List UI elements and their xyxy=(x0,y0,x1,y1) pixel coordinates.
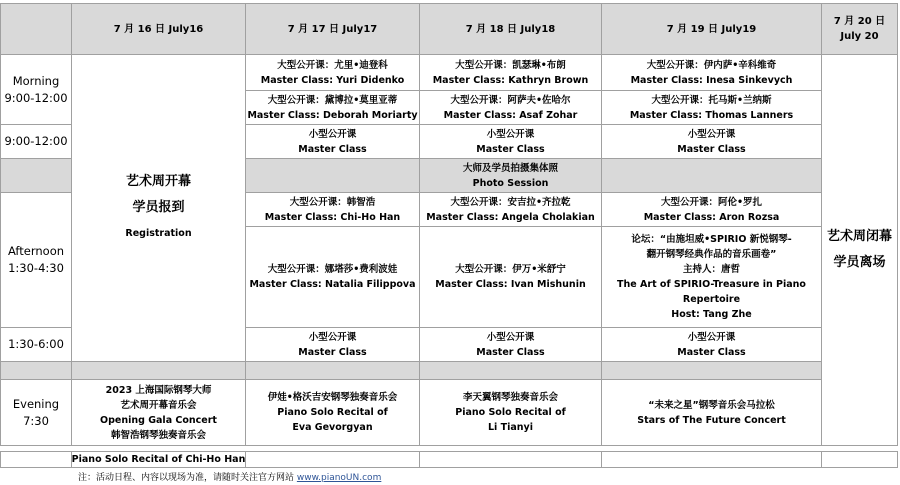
july16-registration-cn: 学员报到 xyxy=(132,200,185,215)
july19-forum-line5: Repertoire xyxy=(682,294,741,305)
time-morning-range: 9:00-12:00 xyxy=(4,90,68,105)
july18-m3-en: Master Class xyxy=(476,143,545,155)
july18-a2-cn: 大型公开课：伊万•米舒宁 xyxy=(455,264,566,275)
header-july20-en: July 20 xyxy=(840,31,879,42)
time-afternoon-range: 1:30-4:30 xyxy=(8,261,64,275)
july16-concert-line2: 艺术周开幕音乐会 xyxy=(120,399,197,411)
header-july16-label: 7 月 16 日 July16 xyxy=(113,23,204,35)
july18-concert-line3: Li Tianyi xyxy=(488,422,533,433)
july18-morning-class-1 xyxy=(419,54,602,91)
july16-concert-line1: 2023 上海国际钢琴大师 xyxy=(105,384,212,396)
july17-a3-cn: 小型公开课 xyxy=(308,331,357,343)
footnote xyxy=(78,470,381,483)
july17-break xyxy=(245,361,420,380)
july19-m2-en: Master Class: Thomas Lanners xyxy=(629,109,794,121)
time-afternoon-label: Afternoon xyxy=(7,244,65,258)
july19-a3-en: Master Class xyxy=(677,346,746,358)
july20-closing-cell xyxy=(821,54,898,446)
july20-footer-blank xyxy=(821,451,898,468)
july17-afternoon-class-2 xyxy=(245,226,420,328)
time-evening-range: 7:30 xyxy=(23,413,49,428)
july19-forum-line4: The Art of SPIRIO-Treasure in Piano xyxy=(617,279,806,290)
july17-m2-en: Master Class: Deborah Moriarty xyxy=(247,109,418,121)
july19-morning-class-2 xyxy=(601,90,822,125)
july19-afternoon-class-3 xyxy=(601,327,822,362)
photo-session-cell xyxy=(419,158,602,193)
july19-m3-cn: 小型公开课 xyxy=(687,128,736,140)
july18-break xyxy=(419,361,602,380)
time-afternoon xyxy=(0,192,72,328)
july17-afternoon-class-3 xyxy=(245,327,420,362)
july20-closing-title: 艺术周闭幕 xyxy=(826,229,892,244)
time-morning xyxy=(0,54,72,125)
july18-m2-cn: 大型公开课：阿萨夫•佐哈尔 xyxy=(450,94,571,106)
time-afternoon-2-range: 1:30-6:00 xyxy=(8,337,64,351)
july18-afternoon-class-2 xyxy=(419,226,602,328)
july19-concert-line2: Stars of The Future Concert xyxy=(637,414,786,426)
july18-afternoon-class-3 xyxy=(419,327,602,362)
july19-morning-class-3 xyxy=(601,124,822,159)
july18-afternoon-class-1 xyxy=(419,192,602,227)
july17-a2-en: Master Class: Natalia Filippova xyxy=(249,279,416,290)
header-july17-label: 7 月 17 日 July17 xyxy=(287,23,378,35)
july16-concert-footer xyxy=(71,451,246,468)
corner-header-cell xyxy=(0,3,72,55)
july16-opening-title: 艺术周开幕 xyxy=(125,174,191,189)
header-july20 xyxy=(821,3,898,55)
july19-break xyxy=(601,361,822,380)
july17-m1-en: Master Class: Yuri Didenko xyxy=(260,74,405,86)
footnote-text: 注：活动日程、内容以现场为准，请随时关注官方网站 xyxy=(78,473,297,483)
header-july17 xyxy=(245,3,420,55)
header-july20-cn: 7 月 20 日 xyxy=(833,16,886,27)
july19-m2-cn: 大型公开课：托马斯•兰纳斯 xyxy=(651,94,772,106)
july18-m1-cn: 大型公开课：凯瑟琳•布朗 xyxy=(455,59,566,71)
july19-a1-en: Master Class: Aron Rozsa xyxy=(643,211,780,223)
july16-opening-cell xyxy=(71,54,246,362)
july18-morning-class-3 xyxy=(419,124,602,159)
photo-session-en: Photo Session xyxy=(472,177,549,189)
july18-m3-cn: 小型公开课 xyxy=(486,128,535,140)
july18-a1-en: Master Class: Angela Cholakian xyxy=(426,211,595,223)
july18-a3-en: Master Class xyxy=(476,346,545,358)
time-footer-blank xyxy=(0,451,72,468)
july16-concert-line4: 韩智浩钢琴独奏音乐会 xyxy=(110,429,206,441)
july16-evening-concert xyxy=(71,379,246,446)
july17-concert-line1: 伊娃•格沃吉安钢琴独奏音乐会 xyxy=(267,392,398,403)
july20-departure: 学员离场 xyxy=(833,255,886,270)
july17-photo-blank xyxy=(245,158,420,193)
july17-concert-line3: Eva Gevorgyan xyxy=(292,422,373,433)
time-evening-label: Evening xyxy=(12,396,60,411)
time-evening xyxy=(0,379,72,446)
time-break-blank xyxy=(0,361,72,380)
time-morning-2 xyxy=(0,124,72,159)
july19-morning-class-1 xyxy=(601,54,822,91)
july18-morning-class-2 xyxy=(419,90,602,125)
july19-forum-line6: Host: Tang Zhe xyxy=(671,309,752,320)
july17-a2-cn: 大型公开课：娜塔莎•费利波娃 xyxy=(267,264,398,275)
july19-forum-line1: 论坛：“由施坦威•SPIRIO 新悦钢琴- xyxy=(631,234,792,245)
july19-a1-cn: 大型公开课：阿伦•罗扎 xyxy=(660,196,763,208)
july18-a1-cn: 大型公开课：安吉拉•齐拉乾 xyxy=(450,196,571,208)
july19-photo-blank xyxy=(601,158,822,193)
july18-m2-en: Master Class: Asaf Zohar xyxy=(443,109,578,121)
july17-m3-cn: 小型公开课 xyxy=(308,128,357,140)
july18-a2-en: Master Class: Ivan Mishunin xyxy=(435,279,586,290)
july17-morning-class-2 xyxy=(245,90,420,125)
header-july18 xyxy=(419,3,602,55)
july19-a3-cn: 小型公开课 xyxy=(687,331,736,343)
july18-footer-blank xyxy=(419,451,602,468)
july17-afternoon-class-1 xyxy=(245,192,420,227)
july19-m1-en: Master Class: Inesa Sinkevych xyxy=(630,74,793,86)
july17-evening-concert xyxy=(245,379,420,446)
july19-footer-blank xyxy=(601,451,822,468)
header-july19 xyxy=(601,3,822,55)
july17-m1-cn: 大型公开课：尤里•迪登科 xyxy=(277,59,388,71)
july16-concert-line3: Opening Gala Concert xyxy=(100,414,217,426)
time-morning-2-range: 9:00-12:00 xyxy=(4,134,68,148)
time-photo-blank xyxy=(0,158,72,193)
july17-m2-cn: 大型公开课：黛博拉•莫里亚蒂 xyxy=(267,94,398,106)
july17-footer-blank xyxy=(245,451,420,468)
july17-morning-class-1 xyxy=(245,54,420,91)
july18-m1-en: Master Class: Kathryn Brown xyxy=(432,74,589,86)
july19-m3-en: Master Class xyxy=(677,143,746,155)
july17-morning-class-3 xyxy=(245,124,420,159)
july19-forum xyxy=(601,226,822,328)
july19-forum-line2: 翻开钢琴经典作品的音乐画卷” xyxy=(646,249,777,260)
header-july18-label: 7 月 18 日 July18 xyxy=(465,23,556,35)
july19-concert-line1: “未来之星”钢琴音乐会马拉松 xyxy=(648,399,775,411)
july19-forum-line3: 主持人：唐哲 xyxy=(682,264,740,275)
july16-registration-en: Registration xyxy=(125,228,192,239)
header-july19-label: 7 月 19 日 July19 xyxy=(666,23,757,35)
july18-evening-concert xyxy=(419,379,602,446)
time-afternoon-2 xyxy=(0,327,72,362)
july18-a3-cn: 小型公开课 xyxy=(486,331,535,343)
time-morning-label: Morning xyxy=(12,73,60,88)
july17-a1-en: Master Class: Chi-Ho Han xyxy=(264,211,401,223)
july17-concert-line2: Piano Solo Recital of xyxy=(277,407,388,418)
july16-concert-line5: Piano Solo Recital of Chi-Ho Han xyxy=(71,454,246,465)
july18-concert-line1: 李天翼钢琴独奏音乐会 xyxy=(462,392,558,403)
website-link[interactable]: www.pianoUN.com xyxy=(296,473,382,483)
july17-m3-en: Master Class xyxy=(298,143,367,155)
july18-concert-line2: Piano Solo Recital of xyxy=(455,407,566,418)
july19-afternoon-class-1 xyxy=(601,192,822,227)
july17-a1-cn: 大型公开课：韩智浩 xyxy=(289,196,376,208)
photo-session-cn: 大师及学员拍摄集体照 xyxy=(462,162,558,174)
july19-m1-cn: 大型公开课：伊内萨•辛科维奇 xyxy=(646,59,777,71)
july17-a3-en: Master Class xyxy=(298,346,367,358)
header-july16 xyxy=(71,3,246,55)
july16-break xyxy=(71,361,246,380)
july19-evening-concert xyxy=(601,379,822,446)
